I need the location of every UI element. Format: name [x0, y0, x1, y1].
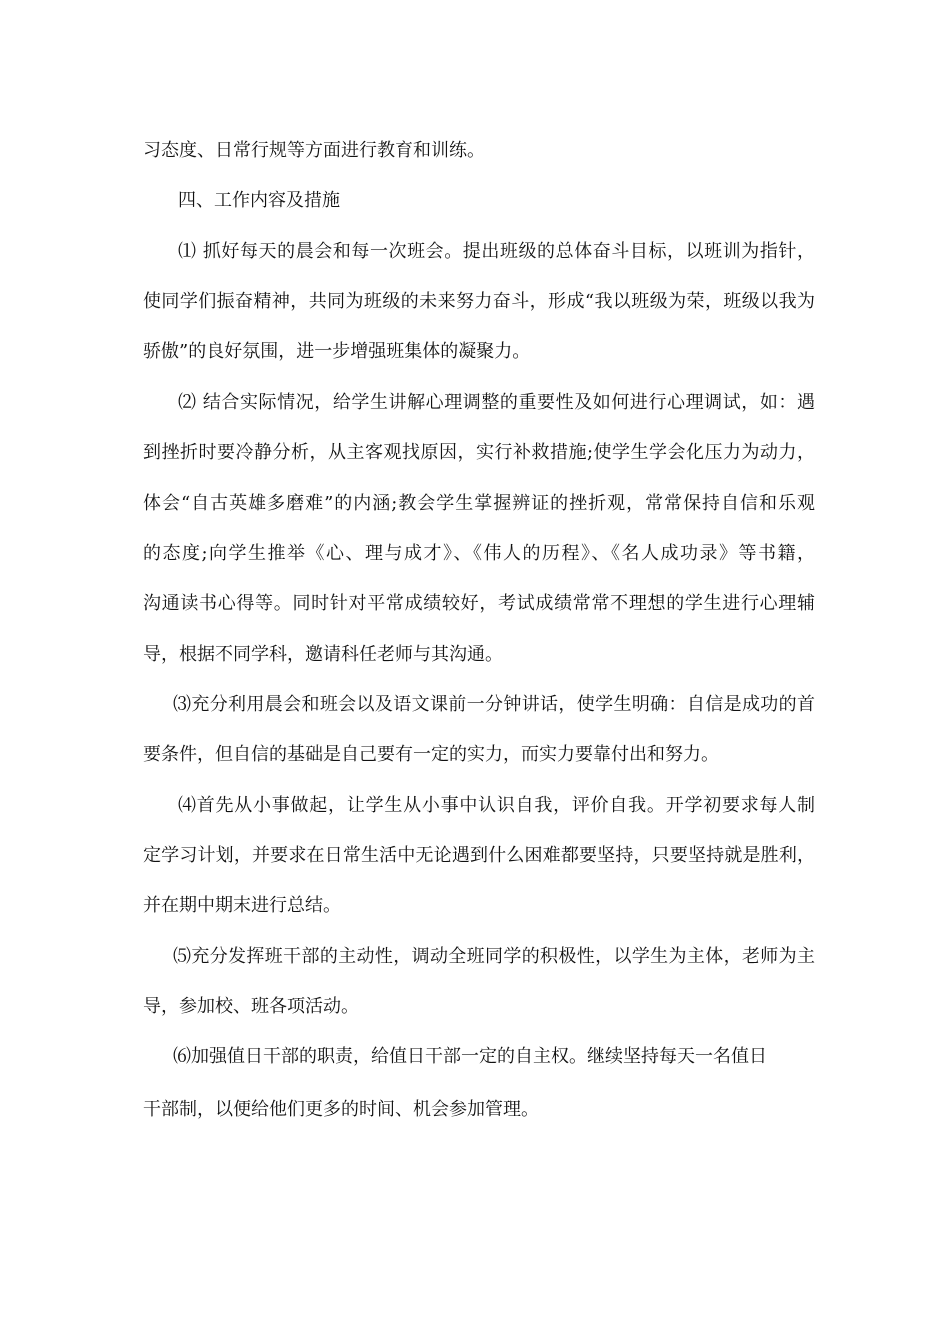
text-line: ⑸充分发挥班干部的主动性，调动全班同学的积极性，以学生为主体，老师为主	[173, 946, 815, 967]
text-line: 沟通读书心得等。同时针对平常成绩较好，考试成绩常常不理想的学生进行心理辅	[143, 593, 815, 614]
text-line: ⑵ 结合实际情况，给学生讲解心理调整的重要性及如何进行心理调试，如：遇	[178, 392, 815, 413]
text-line: 使同学们振奋精神，共同为班级的未来努力奋斗，形成“我以班级为荣，班级以我为	[143, 291, 815, 312]
text-line: 定学习计划，并要求在日常生活中无论遇到什么困难都要坚持，只要坚持就是胜利，	[143, 845, 815, 866]
text-line: 体会“自古英雄多磨难”的内涵;教会学生掌握辨证的挫折观，常常保持自信和乐观	[143, 493, 815, 514]
text-line: 骄傲”的良好氛围，进一步增强班集体的凝聚力。	[143, 341, 531, 362]
text-line: ⑶充分利用晨会和班会以及语文课前一分钟讲话，使学生明确：自信是成功的首	[173, 694, 815, 715]
text-line: 导，参加校、班各项活动。	[143, 996, 359, 1017]
text-line: 导，根据不同学科，邀请科任老师与其沟通。	[143, 644, 503, 665]
text-line: 习态度、日常行规等方面进行教育和训练。	[143, 140, 485, 161]
text-line: 要条件，但自信的基础是自己要有一定的实力，而实力要靠付出和努力。	[143, 744, 719, 765]
text-line: 并在期中期末进行总结。	[143, 895, 341, 916]
text-line: 干部制，以便给他们更多的时间、机会参加管理。	[143, 1099, 539, 1120]
text-line: ⑴ 抓好每天的晨会和每一次班会。提出班级的总体奋斗目标，以班训为指针，	[178, 241, 815, 262]
text-line: 到挫折时要冷静分析，从主客观找原因，实行补救措施;使学生学会化压力为动力，	[143, 442, 815, 463]
text-line: ⑷首先从小事做起，让学生从小事中认识自我，评价自我。开学初要求每人制	[178, 795, 815, 816]
text-line: 的态度;向学生推举《心、理与成才》、《伟人的历程》、《名人成功录》等书籍，	[143, 543, 815, 564]
text-line: ⑹加强值日干部的职责，给值日干部一定的自主权。继续坚持每天一名值日	[173, 1046, 767, 1067]
section-heading: 四、工作内容及措施	[178, 190, 340, 211]
